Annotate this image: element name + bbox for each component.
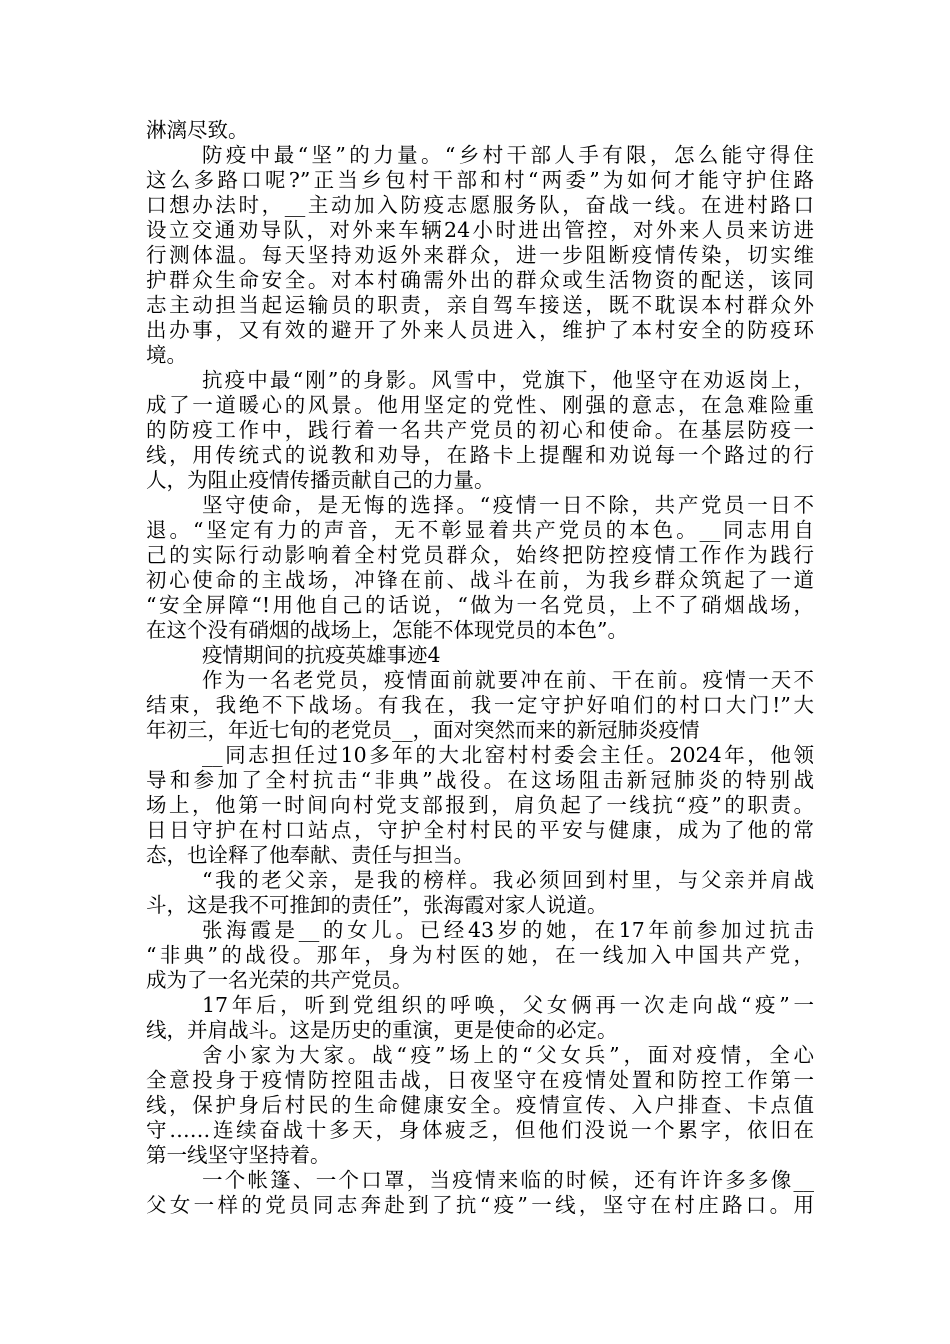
text-line: 疫情期间的抗疫英雄事迹4 [202, 643, 441, 667]
text-line: 作为一名老党员，疫情面前就要冲在前、干在前。疫情一天不 [202, 668, 814, 692]
text-line: “非典”的战役。那年，身为村医的她，在一线加入中国共产党， [146, 943, 814, 967]
text-line: 日日守护在村口站点，守护全村村民的平安与健康，成为了他的常 [146, 818, 814, 842]
text-line: 场上，他第一时间向村党支部报到，肩负起了一线抗“疫”的职责。 [146, 793, 814, 817]
text-line: 己的实际行动影响着全村党员群众，始终把防控疫情工作作为践行 [146, 543, 814, 567]
text-line: 在这个没有硝烟的战场上，怎能不体现党员的本色”。 [146, 618, 628, 642]
text-line: 斗，这是我不可推卸的责任”，张海霞对家人说道。 [146, 893, 608, 917]
text-line: 口想办法时，__主动加入防疫志愿服务队，奋战一线。在进村路口 [146, 193, 814, 217]
text-line: 成为了一名光荣的共产党员。 [146, 968, 413, 992]
text-line: 成了一道暖心的风景。他用坚定的党性、刚强的意志，在急难险重 [146, 393, 814, 417]
text-line: 张海霞是__的女儿。已经43岁的她，在17年前参加过抗击 [202, 918, 814, 942]
document-body [146, 118, 814, 1218]
text-line: 线，保护身后村民的生命健康安全。疫情宣传、入户排查、卡点值 [146, 1093, 814, 1117]
text-line: 线，用传统式的说教和劝导，在路卡上提醒和劝说每一个路过的行 [146, 443, 814, 467]
text-line: 第一线坚守坚持着。 [146, 1143, 331, 1167]
text-line: 守……连续奋战十多天，身体疲乏，但他们没说一个累字，依旧在 [146, 1118, 814, 1142]
text-line: 出办事，又有效的避开了外来人员进入，维护了本村安全的防疫环 [146, 318, 814, 342]
text-line: 一个帐篷、一个口罩，当疫情来临的时候，还有许许多多像__ [202, 1168, 814, 1192]
text-line: 这么多路口呢?”正当乡包村干部和村“两委”为如何才能守护住路 [146, 168, 814, 192]
text-line: 设立交通劝导队，对外来车辆24小时进出管控，对外来人员来访进 [146, 218, 814, 242]
text-line: 线，并肩战斗。这是历史的重演，更是使命的必定。 [146, 1018, 618, 1042]
text-line: 年初三，年近七旬的老党员__，面对突然而来的新冠肺炎疫情 [146, 718, 700, 742]
text-line: “安全屏障“!用他自己的话说，“做为一名党员，上不了硝烟战场， [146, 593, 814, 617]
text-line: 人，为阻止疫情传播贡献自己的力量。 [146, 468, 495, 492]
text-line: 结束，我绝不下战场。有我在，我一定守护好咱们的村口大门!”大 [146, 693, 814, 717]
text-line: 的防疫工作中，践行着一名共产党员的初心和使命。在基层防疫一 [146, 418, 814, 442]
text-line: 行测体温。每天坚持劝返外来群众，进一步阻断疫情传染，切实维 [146, 243, 814, 267]
text-line: 防疫中最“坚”的力量。“乡村干部人手有限，怎么能守得住 [202, 143, 814, 167]
text-line: 志主动担当起运输员的职责，亲自驾车接送，既不耽误本村群众外 [146, 293, 814, 317]
text-line: 淋漓尽致。 [146, 118, 249, 142]
text-line: 舍小家为大家。战“疫”场上的“父女兵”，面对疫情，全心 [202, 1043, 814, 1067]
text-line: 态，也诠释了他奉献、责任与担当。 [146, 843, 474, 867]
text-line: 退。“坚定有力的声音，无不彰显着共产党员的本色。__同志用自 [146, 518, 814, 542]
text-line: 导和参加了全村抗击“非典”战役。在这场阻击新冠肺炎的特别战 [146, 768, 814, 792]
text-line: 护群众生命安全。对本村确需外出的群众或生活物资的配送，该同 [146, 268, 814, 292]
text-line: 境。 [146, 343, 187, 367]
text-line: 初心使命的主战场，冲锋在前、战斗在前，为我乡群众筑起了一道 [146, 568, 814, 592]
text-line: 全意投身于疫情防控阻击战，日夜坚守在疫情处置和防控工作第一 [146, 1068, 814, 1092]
text-line: __同志担任过10多年的大北窑村村委会主任。2024年，他领 [202, 743, 814, 767]
text-line: 17年后，听到党组织的呼唤，父女俩再一次走向战“疫”一 [202, 993, 814, 1017]
text-line: 抗疫中最“刚”的身影。风雪中，党旗下，他坚守在劝返岗上， [202, 368, 814, 392]
text-line: 父女一样的党员同志奔赴到了抗“疫”一线，坚守在村庄路口。用 [146, 1193, 814, 1217]
text-line: “我的老父亲，是我的榜样。我必须回到村里，与父亲并肩战 [202, 868, 814, 892]
text-line: 坚守使命，是无悔的选择。“疫情一日不除，共产党员一日不 [202, 493, 814, 517]
